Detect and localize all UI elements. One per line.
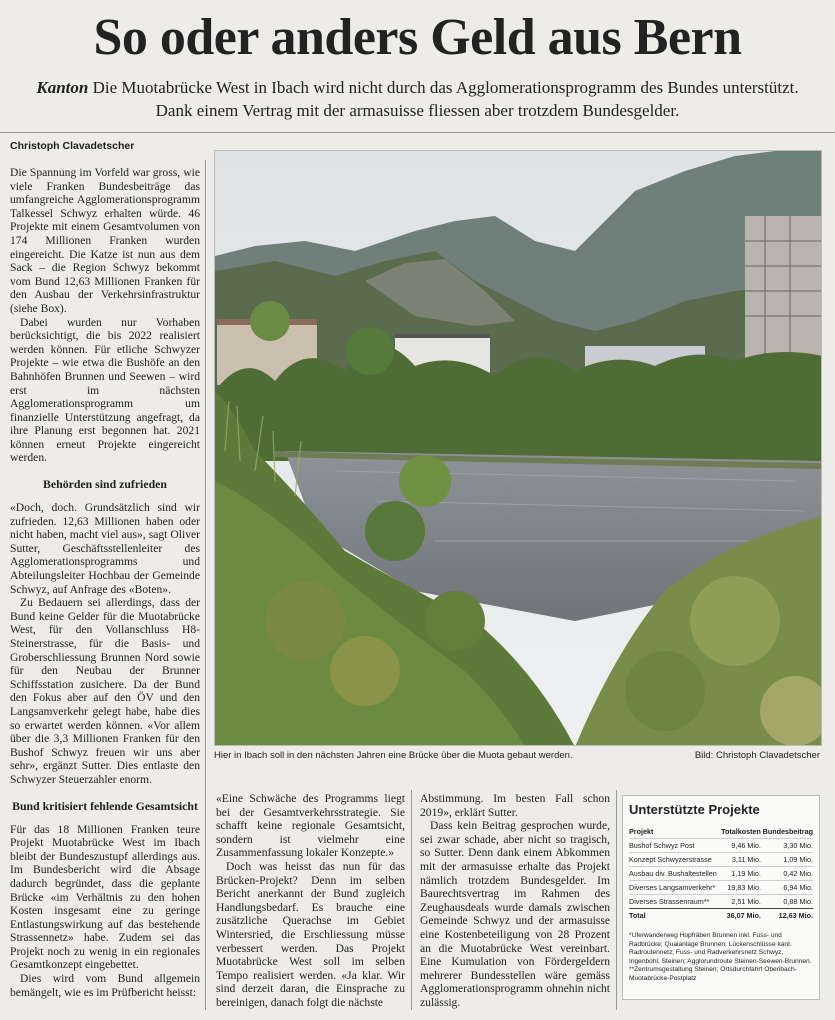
table-header-row bbox=[629, 825, 813, 839]
river-photo bbox=[214, 150, 822, 746]
photo-caption-row bbox=[214, 750, 822, 761]
footnote: **Zentrumsgestaltung Steinen; Ortsdurchfahrt Oberibach-Muotabrücke-Postplatz bbox=[629, 966, 797, 982]
photo-credit: Bild: Christoph Clavadetscher bbox=[694, 750, 820, 761]
cell-project: Diverses Strassenraum** bbox=[629, 895, 720, 909]
lead-kicker: Kanton bbox=[36, 78, 89, 97]
paragraph: Zu Bedauern sei allerdings, dass der Bund keine Gelder für die Muotabrücke West, für den Vollanschluss H8-Steinerstrasse, für die Basis- und Groberschliessung Brunnen Nord sowie für den Neubau der Brunner Schiffsstation zusichere. Da der Bund den Fokus aber auf den ÖV und den Langsamverkehr gelegt habe, habe dies so erwartet werden können. «Vor allem über die 3,3 Millionen Franken für den Bushof Schwyz freuen wir uns aber sehr», ergänzt Sutter. Dies entlaste den Schwyzer Steuerzahler enorm. bbox=[10, 596, 200, 786]
projects-table bbox=[629, 825, 813, 922]
cell-project: Diverses Langsamverkehr* bbox=[629, 881, 720, 895]
cell-total-cost: 9,46 Mio. bbox=[720, 839, 761, 853]
box-footnotes bbox=[629, 932, 813, 983]
subheading: Behörden sind zufrieden bbox=[43, 477, 167, 492]
cell-federal-contribution: 6,94 Mio. bbox=[761, 881, 813, 895]
lead-paragraph bbox=[30, 76, 805, 122]
cell-federal-contribution: 0,42 Mio. bbox=[761, 867, 813, 881]
top-divider bbox=[0, 132, 835, 133]
cell-total-contribution: 12,63 Mio. bbox=[761, 909, 813, 923]
column-header: Totalkosten bbox=[721, 827, 761, 836]
cell-project: Bushof Schwyz Post bbox=[629, 839, 720, 853]
column-header: Bundesbeitrag bbox=[762, 827, 813, 836]
cell-total-cost: 36,07 Mio. bbox=[720, 909, 761, 923]
table-row bbox=[629, 881, 813, 895]
paragraph: Dabei wurden nur Vorhaben berücksichtigt, die bis 2022 realisiert werden können. Für etliche Schwyzer Projekte – wie etwa die Bushöfe an den Bahnhöfen Brunnen und Seewen – wird erst im nächsten Agglomerationsprogramm um finanzielle Unterstützung angefragt, da ihre Planung erst begonnen hat. 2021 können erneut Projekte eingereicht werden. bbox=[10, 315, 200, 465]
cell-project: Konzept Schwyzerstrasse bbox=[629, 853, 720, 867]
table-row bbox=[629, 867, 813, 881]
subheading: Bund kritisiert fehlende Gesamtsicht bbox=[12, 798, 198, 813]
author-byline: Christoph Clavadetscher bbox=[10, 140, 135, 152]
paragraph: «Doch, doch. Grundsätzlich sind wir zufrieden. 12,63 Millionen haben oder nicht haben, macht viel aus», sagt Oliver Sutter, Geschäftsstellenleiter des Agglomerationsprogramms und Abteilungsleiter Hochbau der Gemeinde Schwyz, auf Anfrage des «Boten». bbox=[10, 501, 200, 596]
footnote: *Uferwanderweg Hopfräben Brunnen inkl. Fuss- und Radbrücke; Quaianlage Brunnen; Lückenschlüsse kant. Radroutennetz; Fuss- und Radverkehrsnetz Schwyz, Ingenbohl, Steinen; Agglorundroute Steinen-Seewen-Brunnen. bbox=[629, 932, 812, 965]
column-header: Projekt bbox=[629, 827, 654, 836]
article-column-3 bbox=[420, 792, 610, 1010]
box-title: Unterstützte Projekte bbox=[629, 802, 760, 817]
paragraph: Für das 18 Millionen Franken teure Projekt Muotabrücke West im Ibach bleibt der Bundeszustupf allerdings aus. Im Bundesbericht wird die Absage dadurch begründet, dass die geplante Brücke «im Verhältnis zu den hohen Kosten insgesamt eine zu geringe Entlastungswirkung auf das bestehende Strassennetz» habe. Zudem sei das Projekt noch zu wenig in ein regionales Gesamtkonzept eingebettet. bbox=[10, 822, 200, 972]
lead-text: Die Muotabrücke West in Ibach wird nicht durch das Agglomerationsprogramm des Bundes unterstützt. Dank einem Vertrag mit der armasuisse fliessen aber trotzdem Bundesgelder. bbox=[92, 78, 799, 120]
cell-total-cost: 2,51 Mio. bbox=[720, 895, 761, 909]
cell-total-label: Total bbox=[629, 909, 720, 923]
paragraph: Abstimmung. Im besten Fall schon 2019», erklärt Sutter. bbox=[420, 792, 610, 819]
paragraph: Doch was heisst das nun für das Brücken-Projekt? Denn im selben Bericht anerkannt der Bund zugleich Handlungsbedarf. Es brauche eine zusätzliche Querachse im Gebiet Wintersried, die Erschliessung müsse verbessert werden. Das Projekt Muotabrücke West soll im selben Tempo realisiert werden. «Ja klar. Wir sind derzeit daran, die Einsprache zu bereinigen, danach folgt die nächste bbox=[216, 859, 405, 1009]
article-column-2 bbox=[216, 792, 405, 1010]
column-divider bbox=[205, 160, 206, 1010]
paragraph: Dass kein Beitrag gesprochen wurde, sei zwar schade, aber nicht so tragisch, so Sutter. Denn dank einem Abkommen mit der armasuisse erhalte das Projekt nämlich trotzdem Bundesgelder. Im Baurechtsvertrag im Rahmen des Zeughausdeals wurde damals zwischen Gemeinde Schwyz und der armasuisse eine Kostenbeteiligung von 28 Prozent an die Muotabrücke West vereinbart. Eine Kumulation von Fördergeldern mehrerer Bundesstellen wäre gemäss Agglomerationsprogramm ohnehin nicht zulässig. bbox=[420, 819, 610, 1009]
column-divider bbox=[616, 790, 617, 1010]
table-row bbox=[629, 895, 813, 909]
cell-total-cost: 3,11 Mio. bbox=[720, 853, 761, 867]
photo-caption: Hier in Ibach soll in den nächsten Jahren eine Brücke über die Muota gebaut werden. bbox=[214, 750, 573, 761]
cell-federal-contribution: 1,09 Mio. bbox=[761, 853, 813, 867]
cell-project: Ausbau div. Bushaltestellen bbox=[629, 867, 720, 881]
table-total-row bbox=[629, 909, 813, 923]
column-divider bbox=[411, 790, 412, 1010]
cell-total-cost: 19,83 Mio. bbox=[720, 881, 761, 895]
landscape-illustration bbox=[215, 151, 822, 746]
article-column-1 bbox=[10, 166, 200, 999]
cell-federal-contribution: 3,30 Mio. bbox=[761, 839, 813, 853]
projects-info-box bbox=[622, 795, 820, 1000]
table-row bbox=[629, 853, 813, 867]
headline: So oder anders Geld aus Bern bbox=[93, 9, 742, 66]
table-row bbox=[629, 839, 813, 853]
cell-federal-contribution: 0,88 Mio. bbox=[761, 895, 813, 909]
paragraph: Die Spannung im Vorfeld war gross, wie viele Franken Bundesbeiträge das umfangreiche Agglomerationsprogramm Talkessel Schwyz erhalten würde. 46 Projekte mit einem Gesamtvolumen von 174 Millionen Franken wurden eingereicht. Die Katze ist nun aus dem Sack – die Region Schwyz bekommt vom Bund 12,63 Millionen Franken für den Ausbau der Verkehrsinfrastruktur (siehe Box). bbox=[10, 166, 200, 315]
cell-total-cost: 1,19 Mio. bbox=[720, 867, 761, 881]
paragraph: Dies wird vom Bund allgemein bemängelt, wie es im Prüfbericht heisst: bbox=[10, 972, 200, 999]
paragraph: «Eine Schwäche des Programms liegt bei der Gesamtverkehrsstrategie. Sie schafft keine regionale Gesamtsicht, sondern ist vielmehr eine Zusammenfassung lokaler Konzepte.» bbox=[216, 792, 405, 860]
